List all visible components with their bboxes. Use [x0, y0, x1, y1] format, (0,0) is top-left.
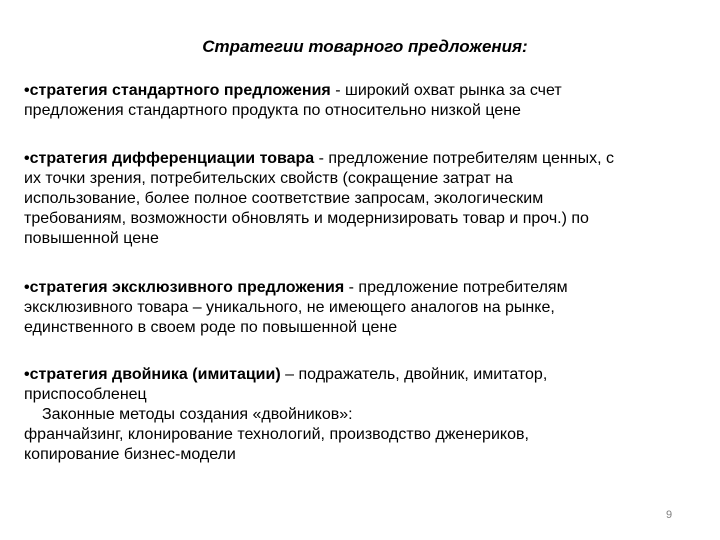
strategy-imitation-text: – подражатель, двойник, имитатор,	[280, 366, 548, 383]
strategy-differentiation-line: повышенной цене	[24, 230, 159, 247]
strategy-standard-text: - широкий охват рынка за счет	[330, 82, 562, 99]
strategy-differentiation-paragraph	[24, 149, 704, 249]
page-number: 9	[666, 509, 673, 521]
slide-title: Стратегии товарного предложения:	[202, 37, 528, 56]
legal-methods-line: копирование бизнес-модели	[24, 446, 236, 463]
legal-methods-line: франчайзинг, клонирование технологий, производство дженериков,	[24, 426, 529, 443]
bullet-marker: •	[24, 150, 30, 167]
strategy-exclusive-text: - предложение потребителям	[344, 279, 568, 296]
strategy-imitation-line: приспособленец	[24, 386, 147, 403]
bullet-marker: •	[24, 82, 30, 99]
strategy-exclusive-first-line	[24, 278, 704, 298]
strategy-exclusive-line: эксклюзивного товара – уникального, не имеющего аналогов на рынке,	[24, 299, 555, 316]
strategy-imitation-term: стратегия двойника (имитации)	[29, 366, 281, 383]
strategy-standard-line: предложения стандартного продукта по относительно низкой цене	[24, 102, 521, 119]
strategy-standard-term: стратегия стандартного предложения	[29, 82, 331, 99]
strategy-differentiation-term: стратегия дифференциации товара	[29, 150, 315, 167]
legal-methods-heading: Законные методы создания «двойников»:	[42, 406, 353, 423]
strategy-exclusive-term: стратегия эксклюзивного предложения	[29, 279, 345, 296]
strategy-standard-first-line	[24, 81, 704, 101]
bullet-marker: •	[24, 366, 30, 383]
strategy-differentiation-first-line	[24, 149, 704, 169]
bullet-marker: •	[24, 279, 30, 296]
strategy-exclusive-line: единственного в своем роде по повышенной цене	[24, 319, 398, 336]
strategy-standard-paragraph	[24, 81, 704, 121]
strategy-imitation-paragraph	[24, 365, 704, 465]
strategy-differentiation-line: их точки зрения, потребительских свойств (сокращение затрат на	[24, 170, 513, 187]
strategy-exclusive-paragraph	[24, 278, 704, 338]
strategy-differentiation-line: требованиям, возможности обновлять и модернизировать товар и проч.) по	[24, 210, 589, 227]
strategy-imitation-first-line	[24, 365, 704, 385]
strategy-differentiation-line: использование, более полное соответствие запросам, экологическим	[24, 190, 544, 207]
strategy-differentiation-text: - предложение потребителям ценных, с	[314, 150, 614, 167]
